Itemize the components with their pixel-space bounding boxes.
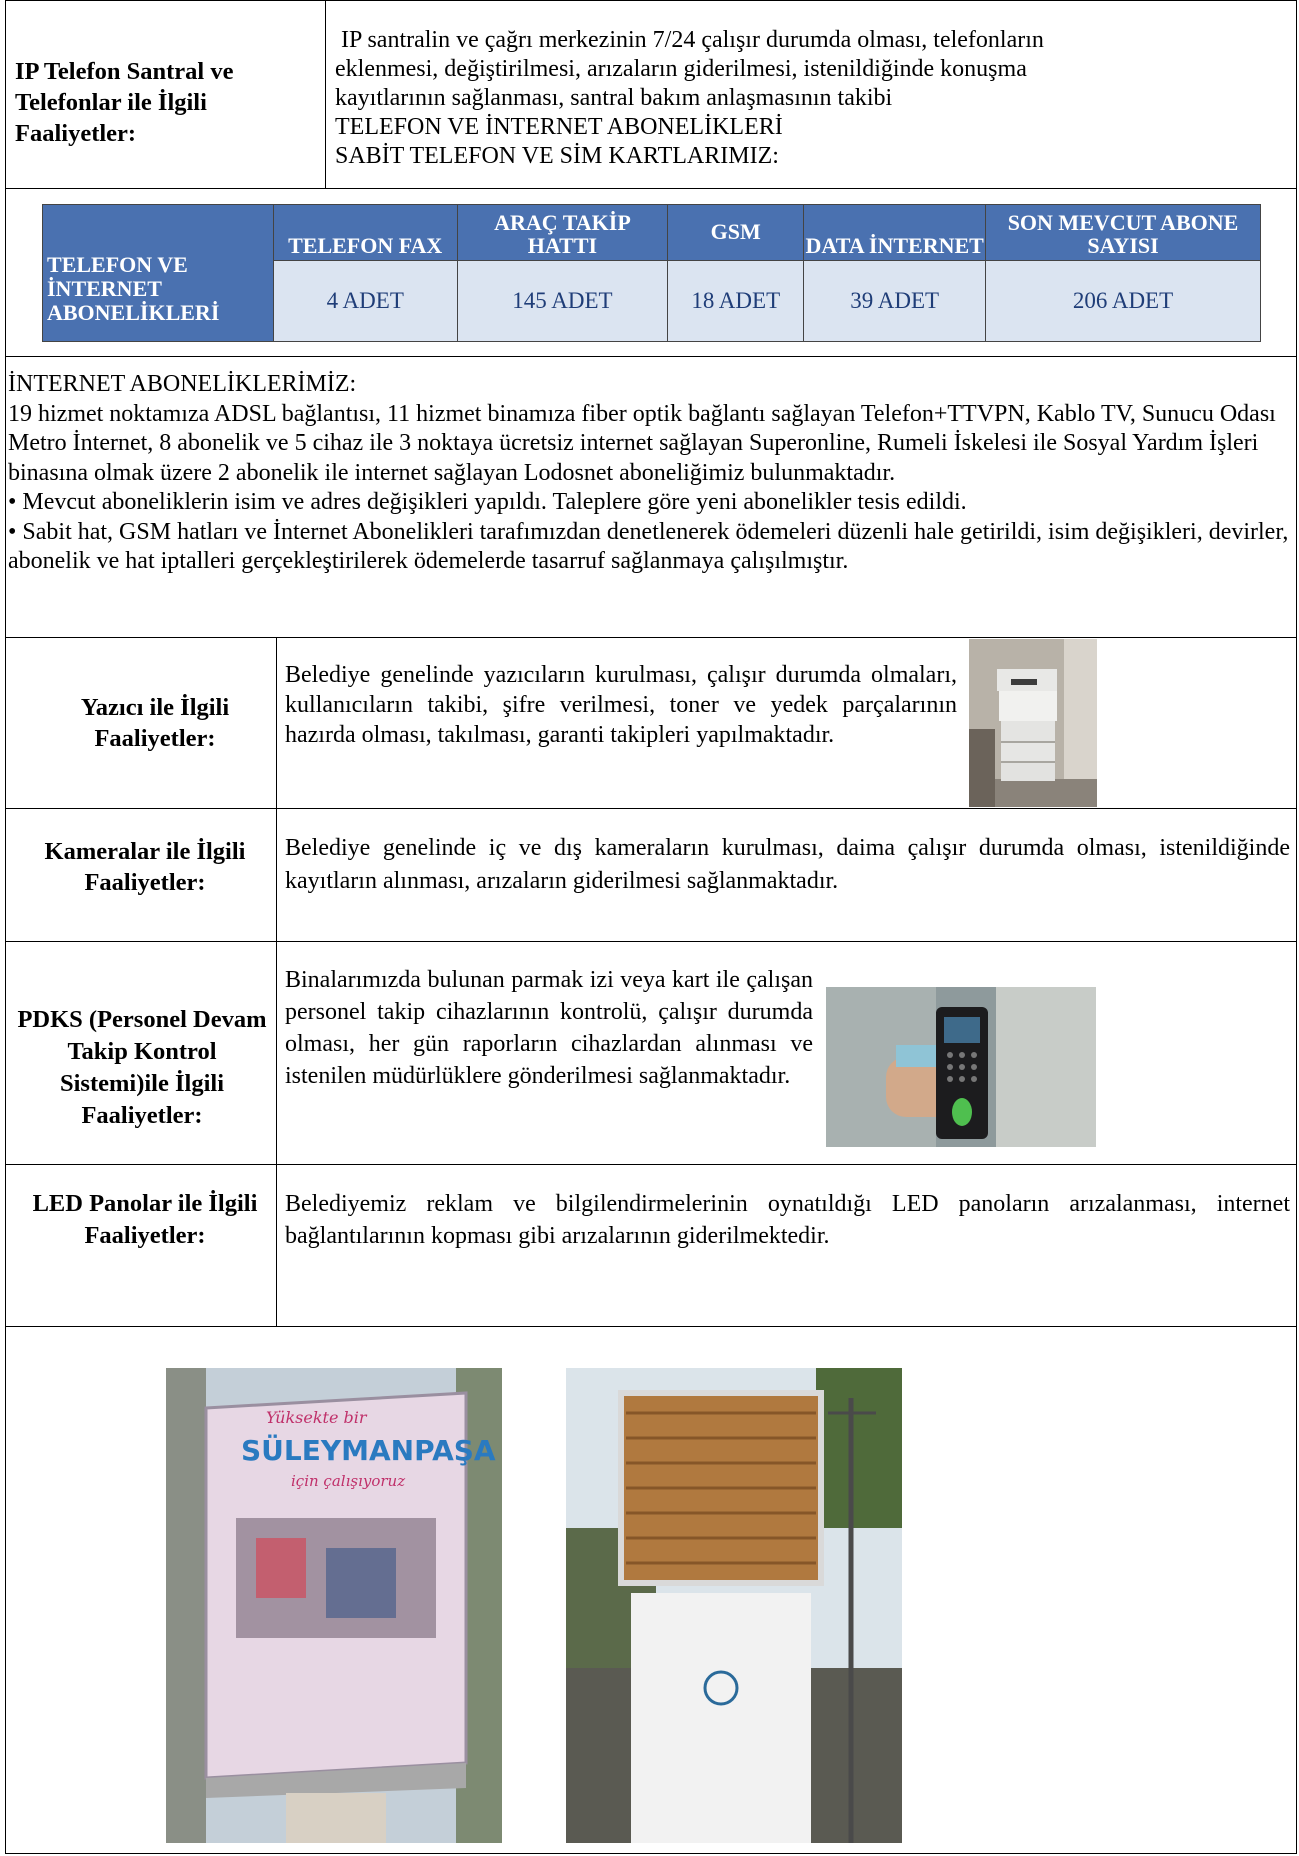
divider xyxy=(5,1164,1297,1165)
column-divider xyxy=(325,0,326,188)
pdks-section-title: PDKS (Personel Devam Takip Kontrol Sistemi)ile İlgili Faaliyetler: xyxy=(17,1006,267,1129)
internet-heading: İNTERNET ABONELİKLERİMİZ: xyxy=(8,371,357,397)
internet-paragraph: 19 hizmet noktamıza ADSL bağlantısı, 11 hizmet binamıza fiber optik bağlantı sağlayan Telefon+TTVPN, Kablo TV, Sunucu Odası Metro İnternet, 8 abonelik ve 5 cihaz ile 3 noktaya ücretsiz internet sağlayan Superonline, Rumeli İskelesi ile Sosyal Yardım İşleri binasına olmak üzere 2 abonelik ile internet sağlayan Lodosnet aboneliğimiz bulunmaktadır. xyxy=(8,400,1276,486)
ip-line: kayıtlarının sağlanması, santral bakım anlaşmasının takibi xyxy=(335,85,893,111)
table-cell: 39 ADET xyxy=(804,261,986,342)
table-cell: 206 ADET xyxy=(986,261,1261,342)
table-header: DATA İNTERNET xyxy=(804,205,986,261)
table-cell: 18 ADET xyxy=(668,261,804,342)
led-sign-text: Yüksekte bir xyxy=(266,1408,367,1427)
divider xyxy=(5,808,1297,809)
ip-line: IP santralin ve çağrı merkezinin 7/24 çalışır durumda olması, telefonların xyxy=(335,27,1044,53)
internet-section xyxy=(8,370,1293,577)
table-header: ARAÇ TAKİP HATTI xyxy=(457,205,667,261)
divider xyxy=(5,356,1297,357)
led-panel-photo-right xyxy=(566,1368,902,1843)
pdks-section-text: Binalarımızda bulunan parmak izi veya kart ile çalışan personel takip cihazlarının kontrolü, çalışır durumda olması, her gün raporların cihazlardan alınması ve istenilen müdürlüklere gönderilmesi sağlanmaktadır. xyxy=(285,967,813,1089)
divider xyxy=(5,1326,1297,1327)
ip-line: SABİT TELEFON VE SİM KARTLARIMIZ: xyxy=(335,143,779,169)
subscriptions-table xyxy=(42,204,1261,342)
table-header: GSM xyxy=(668,205,804,261)
printer-section-text: Belediye genelinde yazıcıların kurulması, çalışır durumda olmaları, kullanıcıların takibi, şifre verilmesi, toner ve yedek parçalarının hazırda olması, takılması, garanti takipleri yapılmaktadır. xyxy=(285,662,957,748)
internet-bullet: • Sabit hat, GSM hatları ve İnternet Abonelikleri tarafımızdan denetlenerek ödemeleri düzenli hale getirildi, isim değişikleri, devirler, abonelik ve hat iptalleri gerçekleştirilerek ödemelerde tasarruf sağlanmaya çalışılmıştır. xyxy=(8,518,1289,574)
ip-line: eklenmesi, değiştirilmesi, arızaların giderilmesi, istenildiğinde konuşma xyxy=(335,56,1027,82)
column-divider xyxy=(276,637,277,1326)
led-sign-text: için çalışıyoruz xyxy=(291,1472,406,1490)
ip-section-text xyxy=(335,26,1290,171)
printer-section-title: Yazıcı ile İlgili Faaliyetler: xyxy=(80,694,230,752)
led-panel-photo-left xyxy=(166,1368,502,1843)
printer-photo xyxy=(969,639,1097,807)
internet-bullet: • Mevcut aboneliklerin isim ve adres değişikleri yapıldı. Taleplere göre yeni abonelikler tesis edildi. xyxy=(8,489,967,515)
table-row-label: TELEFON VE İNTERNET ABONELİKLERİ xyxy=(43,205,274,342)
ip-line: TELEFON VE İNTERNET ABONELİKLERİ xyxy=(335,114,783,140)
led-section-text: Belediyemiz reklam ve bilgilendirmelerinin oynatıldığı LED panoların arızalanması, internet bağlantılarının kopması gibi arızalarının giderilmektedir. xyxy=(285,1191,1290,1249)
divider xyxy=(5,637,1297,638)
led-sign-text: SÜLEYMANPAŞA xyxy=(241,1434,496,1467)
table-header: TELEFON FAX xyxy=(273,205,457,261)
camera-section-title: Kameralar ile İlgili Faaliyetler: xyxy=(44,838,246,896)
divider xyxy=(5,188,1297,189)
camera-section-text: Belediye genelinde iç ve dış kameraların kurulması, daima çalışır durumda olması, istenildiğinde kayıtların alınması, arızaların giderilmesi sağlanmaktadır. xyxy=(285,835,1290,894)
table-cell: 145 ADET xyxy=(457,261,667,342)
led-section-title: LED Panolar ile İlgili Faaliyetler: xyxy=(32,1190,258,1249)
ip-section-title: IP Telefon Santral ve Telefonlar ile İlgili Faaliyetler: xyxy=(15,58,234,147)
divider xyxy=(5,941,1297,942)
fingerprint-device-photo xyxy=(826,987,1096,1147)
table-cell: 4 ADET xyxy=(273,261,457,342)
table-header: SON MEVCUT ABONE SAYISI xyxy=(986,205,1261,261)
